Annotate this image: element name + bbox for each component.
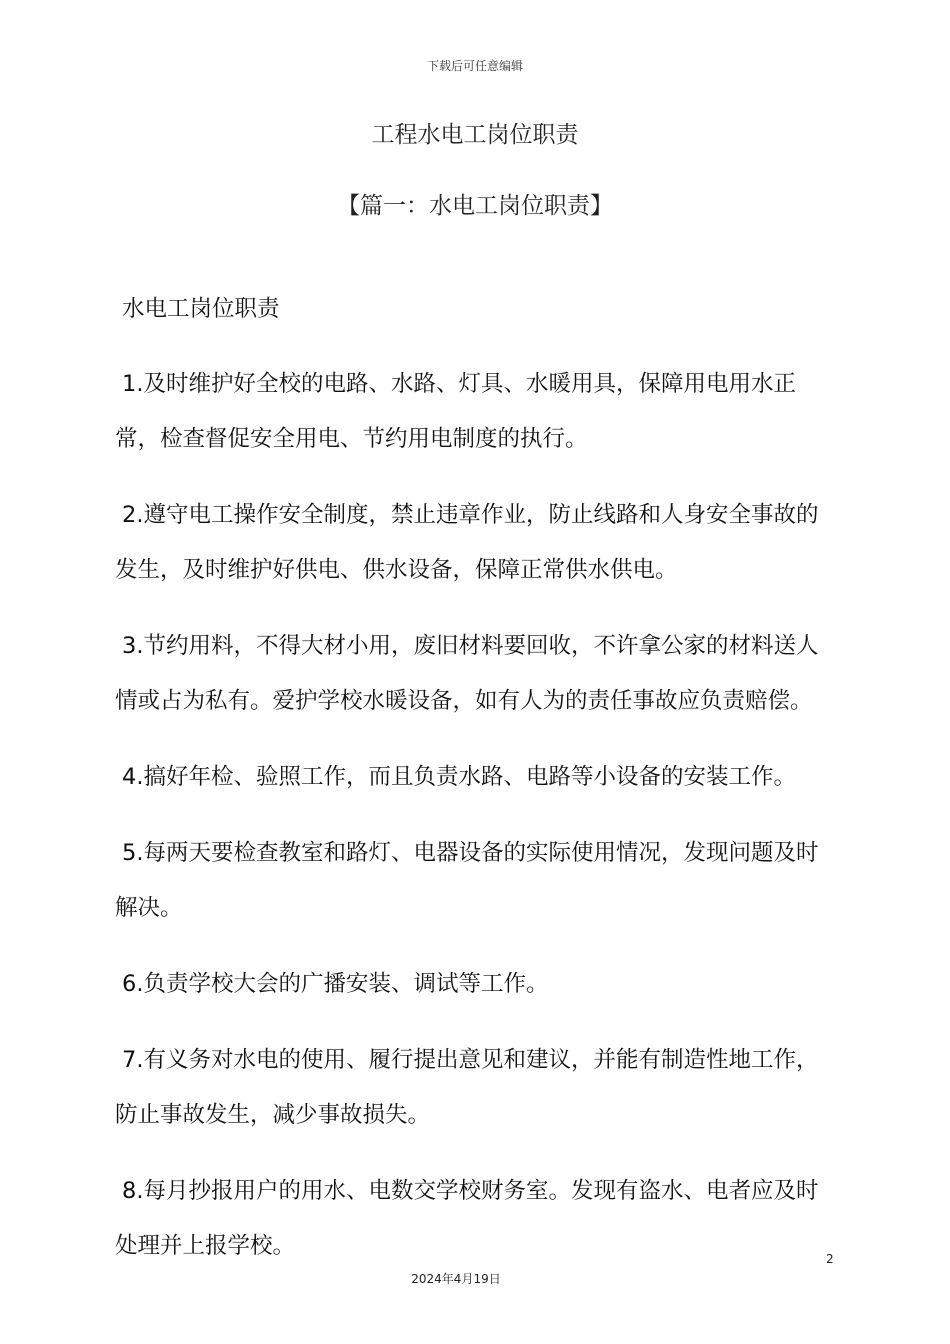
paragraph-1: 1.及时维护好全校的电路、水路、灯具、水暖用具，保障用电用水正常，检查督促安全用电、节约用电制度的执行。: [115, 371, 796, 452]
paragraph-7: 7.有义务对水电的使用、履行提出意见和建议，并能有制造性地工作，防止事故发生，减少事故损失。: [115, 1047, 819, 1128]
footer-date: 2024年4月19日: [411, 1272, 501, 1286]
paragraph-3: 3.节约用料，不得大材小用，废旧材料要回收，不许拿公家的材料送人情或占为私有。爱护学校水暖设备，如有人为的责任事故应负责赔偿。: [115, 633, 819, 714]
section-title: 【篇一：水电工岗位职责】: [337, 193, 613, 219]
paragraph-5: 5.每两天要检查教室和路灯、电器设备的实际使用情况，发现问题及时解决。: [115, 840, 819, 921]
paragraph-6: 6.负责学校大会的广播安装、调试等工作。: [122, 971, 549, 997]
document-title: 工程水电工岗位职责: [371, 122, 579, 148]
paragraph-8: 8.每月抄报用户的用水、电数交学校财务室。发现有盗水、电者应及时处理并上报学校。: [115, 1178, 819, 1259]
page-number: 2: [826, 1252, 834, 1266]
header-note: 下载后可任意编辑: [426, 59, 523, 73]
subheading: 水电工岗位职责: [122, 296, 280, 322]
document-body: [115, 288, 840, 1295]
paragraph-2: 2.遵守电工操作安全制度，禁止违章作业，防止线路和人身安全事故的发生，及时维护好供电、供水设备，保障正常供水供电。: [115, 502, 819, 583]
paragraph-4: 4.搞好年检、验照工作，而且负责水路、电路等小设备的安装工作。: [122, 764, 796, 790]
